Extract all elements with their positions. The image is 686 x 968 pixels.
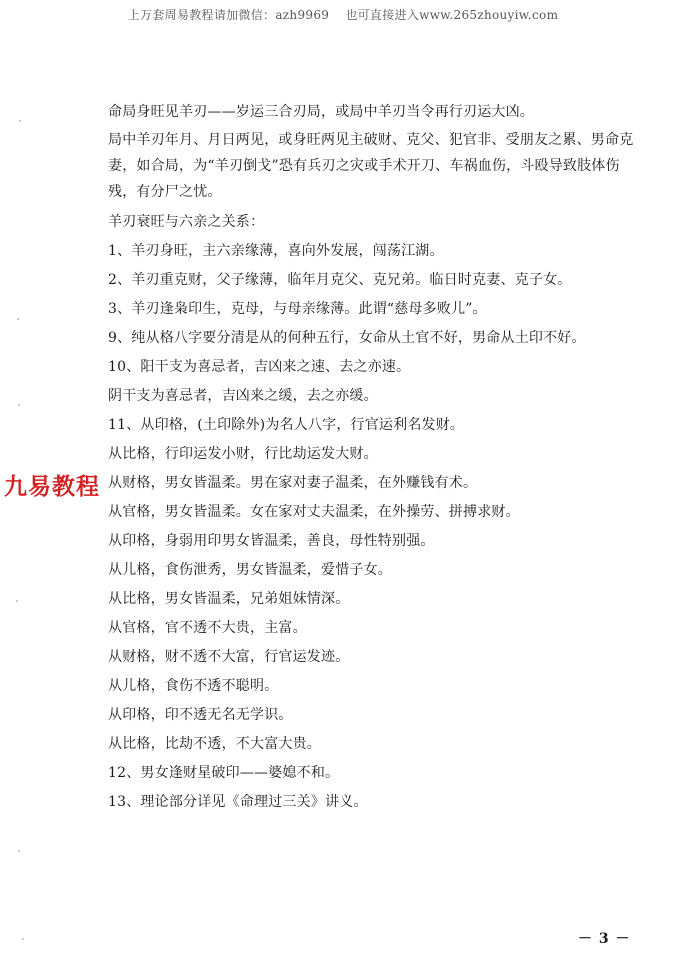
text-line: 阴干支为喜忌者，吉凶来之缓，去之亦缓。 <box>108 388 378 404</box>
paragraph-text: 局中羊刃年月、月日两见，或身旺两见主破财、克父、犯官非、受朋友之累、男命克妻，如合局，为“羊刃倒戈”恐有兵刃之灾或手术开刀、车祸血伤，斗殴导致肢体伤残，有分尸之忧。 <box>108 132 634 200</box>
text-line: 从比格，男女皆温柔，兄弟姐妹情深。 <box>108 591 350 607</box>
header-website-text: 也可直接进入www.265zhouyiw.com <box>345 8 559 22</box>
text-line: 2、羊刃重克财，父子缘薄，临年月克父、克兄弟。临日时克妻、克子女。 <box>108 272 572 288</box>
text-line: 从财格，男女皆温柔。男在家对妻子温柔，在外赚钱有术。 <box>108 475 478 491</box>
text-line: 10、阳干支为喜忌者，吉凶来之速、去之亦速。 <box>108 359 411 375</box>
scan-speck <box>16 600 18 602</box>
document-body <box>108 98 636 817</box>
text-line: 羊刃衰旺与六亲之关系： <box>108 214 265 230</box>
scan-speck <box>17 318 19 320</box>
text-line: 命局身旺见羊刃——岁运三合刃局，或局中羊刃当令再行刃运大凶。 <box>108 104 534 120</box>
text-line: 从印格，身弱用印男女皆温柔，善良，母性特别强。 <box>108 533 435 549</box>
scan-speck <box>18 404 20 406</box>
page-header <box>0 6 686 23</box>
text-line: 从比格，行印运发小财，行比劫运发大财。 <box>108 446 378 462</box>
page-number: － 3 － <box>578 931 631 947</box>
text-line: 12、男女逢财星破印——婆媳不和。 <box>108 765 340 781</box>
watermark-logo-text: 九易教程 <box>4 474 100 500</box>
text-line: 从比格，比劫不透，不大富大贵。 <box>108 736 321 752</box>
text-line: 1、羊刃身旺，主六亲缘薄，喜向外发展，闯荡江湖。 <box>108 243 444 259</box>
text-line: 11、从印格，(土印除外)为名人八字，行官运利名发财。 <box>108 417 465 433</box>
text-line: 从官格，男女皆温柔。女在家对丈夫温柔，在外操劳、拼搏求财。 <box>108 504 520 520</box>
scan-speck <box>22 938 24 940</box>
scan-speck <box>19 120 21 122</box>
text-paragraph <box>108 127 636 205</box>
text-line: 从官格，官不透不大贵，主富。 <box>108 620 307 636</box>
text-line: 从儿格，食伤泄秀，男女皆温柔，爱惜子女。 <box>108 562 392 578</box>
text-line: 从儿格，食伤不透不聪明。 <box>108 678 279 694</box>
text-line: 9、纯从格八字要分清是从的何种五行，女命从土官不好，男命从土印不好。 <box>108 330 586 346</box>
text-line: 3、羊刃逢枭印生，克母，与母亲缘薄。此谓“慈母多败儿”。 <box>108 301 487 317</box>
text-line: 13、理论部分详见《命理过三关》讲义。 <box>108 794 368 810</box>
header-wechat-text: 上万套周易教程请加微信：azh9969 <box>127 8 330 22</box>
text-line: 从印格，印不透无名无学识。 <box>108 707 293 723</box>
scan-speck <box>18 850 20 852</box>
text-line: 从财格，财不透不大富，行官运发迹。 <box>108 649 350 665</box>
